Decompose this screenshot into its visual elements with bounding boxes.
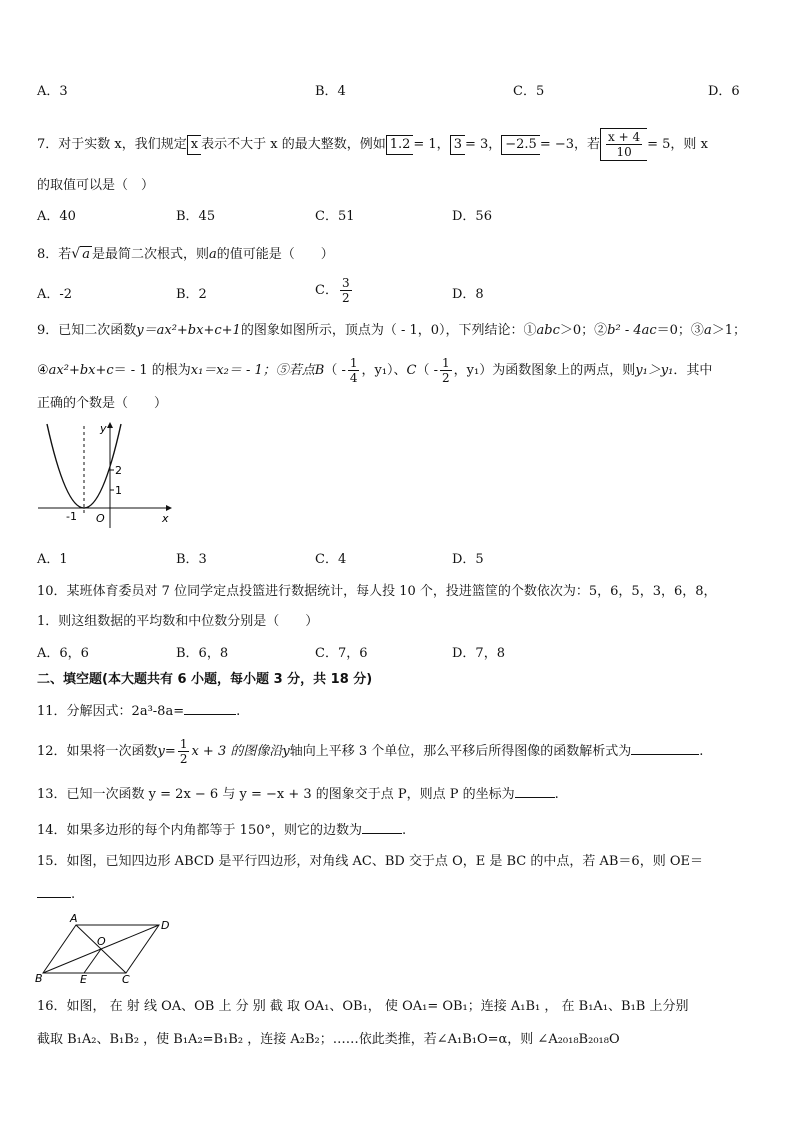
graph-label-origin: O [96,512,105,525]
label-c: C [122,973,130,984]
q12-line: 12．如果将一次函数y= $\frac{1}{2}$ x + 3 的图像沿y轴向上平移 3 个单位，那么平移后所得图像的函数解析式为 . [37,737,704,766]
q9-line2: ④ax²+bx+c＝ - 1 的根为x₁＝x₂＝ - 1；⑤若点B（ - $\frac{1}{4}$ ，y₁）、C（ - $\frac{1}{2}$ ，y₁）为函数图象上的两点，则y₁＞y₁．其中 [37,356,713,385]
label-o: O [97,935,106,948]
q11-line: 11．分解因式：2a³-8a= . [37,704,241,719]
q9-line1: 9．已知二次函数y＝ax²+bx+c+1的图象如图所示，顶点为（ - 1，0），下列结论：①abc＞0；②b² - 4ac＝0；③a＞1； [37,323,746,338]
q16-line1: 16．如图， 在 射 线 OA、OB 上 分 别 截 取 OA₁、OB₁， 使 OA₁= OB₁；连接 A₁B₁ ， 在 B₁A₁、B₁B 上分别 [37,999,689,1014]
q13-line: 13．已知一次函数 y = 2x − 6 与 y = −x + 3 的图象交于点 P，则点 P 的坐标为 . [37,787,559,802]
q6-option-a: A．3 [37,84,68,99]
q13-answer-blank [515,797,555,798]
q9-parabola-graph [34,420,174,530]
q9-option-a: A．1 [37,552,68,567]
q7-option-b: B．45 [176,209,216,224]
x-axis-arrow-icon [166,505,172,511]
q7-line2: 的取值可以是（ ） [37,178,155,193]
q10-option-d: D．7，8 [452,646,505,661]
label-d: D [161,919,170,932]
label-b: B [35,972,43,984]
q15-line1: 15．如图，已知四边形 ABCD 是平行四边形，对角线 AC、BD 交于点 O，E 是 BC 的中点，若 AB＝6，则 OE＝ [37,854,703,869]
q7-option-d: D．56 [452,209,492,224]
graph-label-2: 2 [115,464,122,477]
q9-option-c: C．4 [315,552,347,567]
graph-label-neg1: -1 [66,510,77,523]
section-2-heading: 二、填空题(本大题共有 6 小题，每小题 3 分，共 18 分) [37,672,373,687]
q11-answer-blank [184,714,236,715]
q10-option-b: B．6，8 [176,646,229,661]
y-axis-arrow-icon [107,422,113,428]
q9-option-d: D．5 [452,552,484,567]
q8-option-b: B．2 [176,287,207,302]
q7-fraction: $\frac{x + 4}{10}$ [608,130,641,159]
q7-line1: 7．对于实数 x，我们规定 x 表示不大于 x 的最大整数，例如 1.2 = 1， 3 = 3， −2.5 = −3，若 $\frac{x + 4}{10}$ = 5，则 x [37,130,708,159]
q6-option-c: C．5 [513,84,545,99]
q15-parallelogram-figure [34,912,174,984]
q8-line1: 8．若√ a 是最简二次根式，则a的值可能是（ ） [37,246,334,262]
q8-option-c: C． $\frac{3}{2}$ [315,276,350,305]
graph-label-1: 1 [115,484,122,497]
q15-line2: . [37,886,75,904]
q10-line1: 10．某班体育委员对 7 位同学定点投篮进行数据统计，每人投 10 个，投进篮筐的个数依次为：5，6，5，3，6，8， [37,584,717,599]
q10-line2: 1．则这组数据的平均数和中位数分别是（ ） [37,614,319,629]
q7-option-c: C．51 [315,209,355,224]
q9-fraction-c: $\frac{1}{2}$ [442,356,450,385]
q9-fraction-b: $\frac{1}{4}$ [349,356,358,385]
q8-option-a: A．-2 [37,287,73,302]
q10-option-a: A．6，6 [37,646,89,661]
q6-option-b: B．4 [315,84,346,99]
q12-fraction: $\frac{1}{2}$ [179,737,188,766]
label-a: A [70,912,78,925]
q6-option-d: D．6 [708,84,740,99]
q14-answer-blank [362,833,402,834]
q7-option-a: A．40 [37,209,76,224]
q9-option-b: B．3 [176,552,207,567]
q14-line: 14．如果多边形的每个内角都等于 150°，则它的边数为 . [37,823,407,838]
label-e: E [80,973,87,984]
q8-option-d: D．8 [452,287,484,302]
q9-line3: 正确的个数是（ ） [37,396,168,411]
graph-label-y: y [100,422,107,435]
graph-label-x: x [162,512,169,525]
q8-option-c-fraction: $\frac{3}{2}$ [341,276,350,305]
q15-answer-blank [37,897,71,898]
q16-line2: 截取 B₁A₂、B₁B₂ ，使 B₁A₂=B₁B₂ ，连接 A₂B₂；……依此类推，若∠A₁B₁O=α，则 ∠A₂₀₁₈B₂₀₁₈O [37,1032,620,1047]
q12-answer-blank [631,754,699,755]
q10-option-c: C．7，6 [315,646,368,661]
